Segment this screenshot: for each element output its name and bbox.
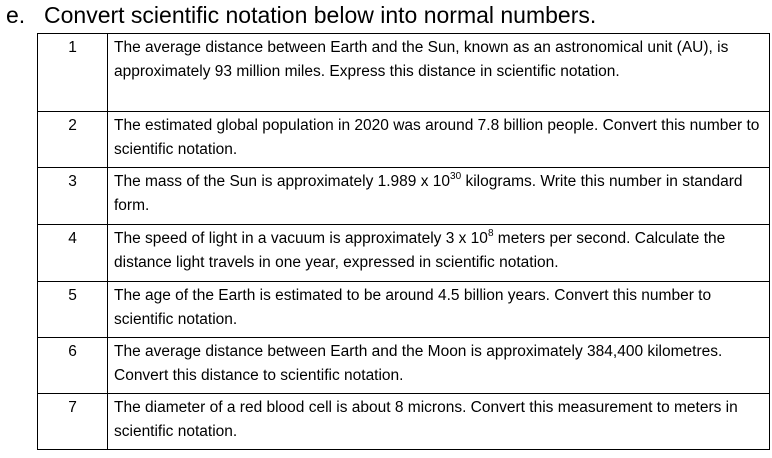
question-text-before: The mass of the Sun is approximately 1.989 x 10 — [114, 173, 451, 190]
table-row — [38, 338, 770, 394]
question-text-after: kilograms. Write this number in standard form. — [114, 173, 743, 214]
questions-table — [37, 33, 770, 450]
question-text — [108, 225, 770, 282]
question-number: 5 — [38, 282, 108, 338]
question-number: 1 — [38, 34, 108, 112]
section-label: e. — [6, 2, 26, 28]
question-number: 6 — [38, 338, 108, 394]
question-text: The diameter of a red blood cell is about 8 microns. Convert this measurement to meters in scientific notation. — [108, 394, 770, 450]
table-row — [38, 168, 770, 225]
question-text-after: meters per second. Calculate the distance light travels in one year, expressed in scientific notation. — [114, 230, 726, 271]
question-number: 2 — [38, 112, 108, 168]
table-row — [38, 394, 770, 450]
question-number: 7 — [38, 394, 108, 450]
table-row — [38, 34, 770, 112]
question-number: 3 — [38, 168, 108, 225]
table-row — [38, 225, 770, 282]
table-row — [38, 112, 770, 168]
question-text: The average distance between Earth and the Moon is approximately 384,400 kilometres. Convert this distance to scientific notation. — [108, 338, 770, 394]
question-text — [108, 168, 770, 225]
question-number: 4 — [38, 225, 108, 282]
section-heading — [6, 0, 596, 30]
section-instruction: Convert scientific notation below into normal numbers. — [44, 2, 597, 28]
question-text: The estimated global population in 2020 was around 7.8 billion people. Convert this number to scientific notation. — [108, 112, 770, 168]
table-row — [38, 282, 770, 338]
exponent: 30 — [450, 170, 462, 182]
question-text: The average distance between Earth and the Sun, known as an astronomical unit (AU), is approximately 93 million miles. Express this distance in scientific notation. — [108, 34, 770, 112]
question-text-before: The speed of light in a vacuum is approximately 3 x 10 — [114, 230, 488, 247]
question-text: The age of the Earth is estimated to be around 4.5 billion years. Convert this number to scientific notation. — [108, 282, 770, 338]
exponent: 8 — [487, 227, 494, 239]
